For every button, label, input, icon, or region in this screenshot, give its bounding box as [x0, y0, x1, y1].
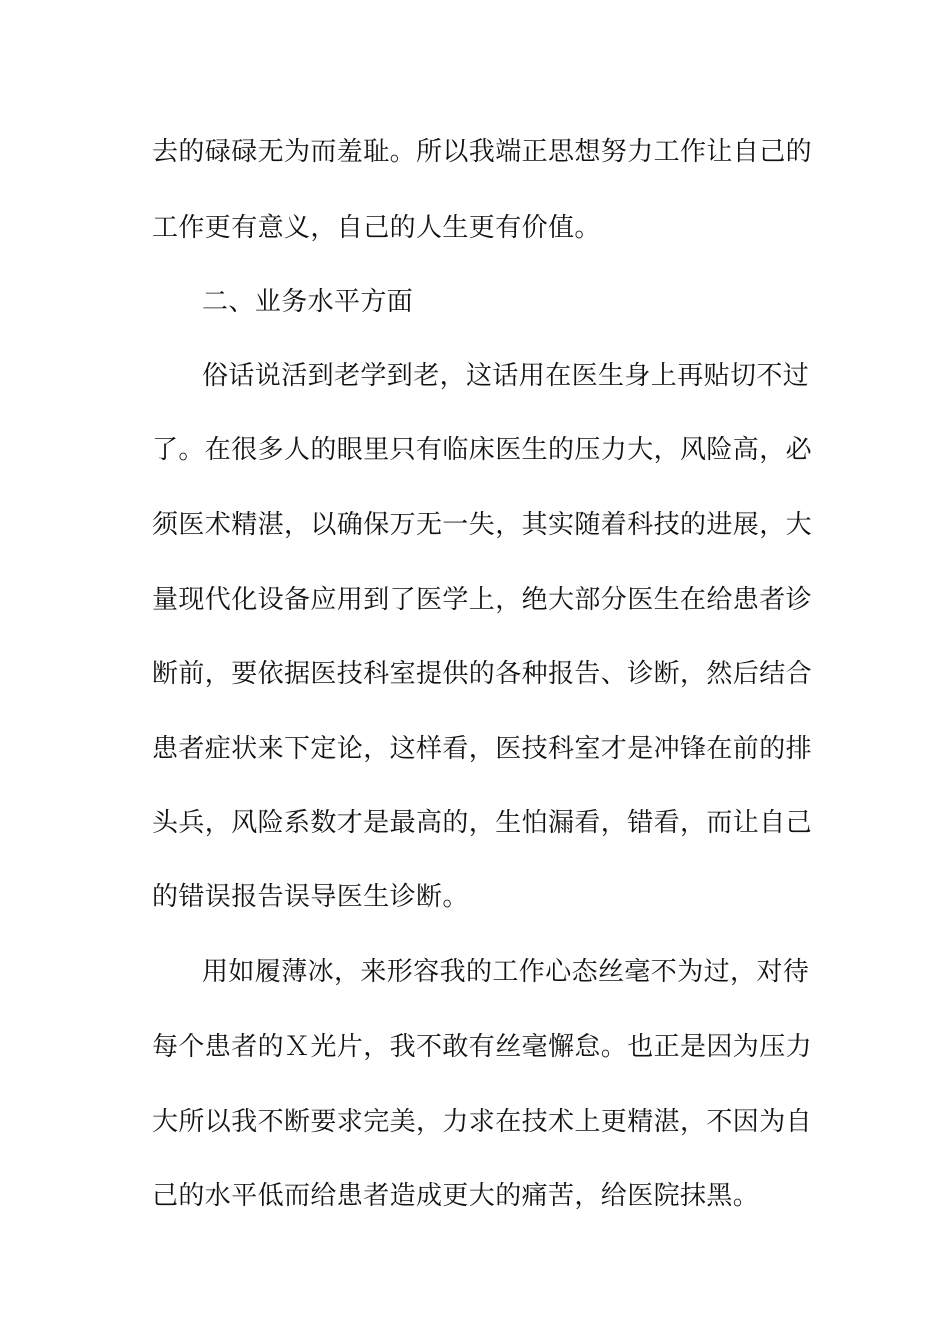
- paragraph-line: 去的碌碌无为而羞耻。所以我端正思想努力工作让自己的: [152, 137, 813, 167]
- paragraph-line: 的错误报告误导医生诊断。: [152, 882, 469, 912]
- paragraph-line: 每个患者的Ｘ光片，我不敢有丝毫懈怠。也正是因为压力: [152, 1032, 813, 1062]
- paragraph-line: 量现代化设备应用到了医学上，绝大部分医生在给患者诊: [152, 585, 813, 615]
- paragraph-line: 工作更有意义，自己的人生更有价值。: [152, 213, 601, 243]
- paragraph-line: 须医术精湛，以确保万无一失，其实随着科技的进展，大: [152, 510, 813, 540]
- paragraph-line: 了。在很多人的眼里只有临床医生的压力大，风险高，必: [152, 435, 813, 465]
- paragraph-line: 大所以我不断要求完美，力求在技术上更精湛，不因为自: [152, 1107, 813, 1137]
- paragraph-line: 俗话说活到老学到老，这话用在医生身上再贴切不过: [202, 361, 810, 391]
- paragraph-line: 断前，要依据医技科室提供的各种报告、诊断，然后结合: [152, 659, 813, 689]
- paragraph-line: 己的水平低而给患者造成更大的痛苦，给医院抹黑。: [152, 1181, 760, 1211]
- paragraph-line: 用如履薄冰，来形容我的工作心态丝毫不为过，对待: [202, 957, 810, 987]
- section-heading: 二、业务水平方面: [202, 287, 414, 317]
- paragraph-line: 患者症状来下定论，这样看，医技科室才是冲锋在前的排: [152, 734, 813, 764]
- paragraph-line: 头兵，风险系数才是最高的，生怕漏看，错看，而让自己: [152, 808, 813, 838]
